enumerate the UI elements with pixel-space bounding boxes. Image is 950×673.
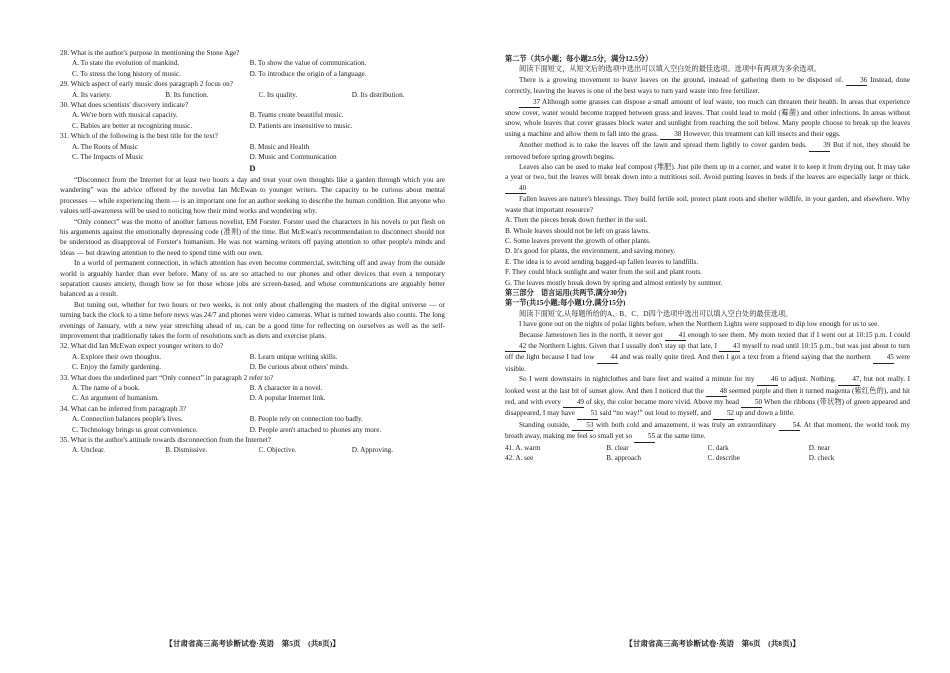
option: D. Approving. (351, 446, 394, 455)
options-34 (60, 414, 445, 435)
option: F. They could block sunlight and water from the soil and plant roots. (505, 268, 702, 277)
options-28 (60, 58, 445, 79)
blank-36: 36 (846, 75, 867, 86)
question-stem-28: 28. What is the author's purpose in mentioning the Stone Age? (60, 49, 240, 57)
option: A. Its variety. (72, 90, 112, 99)
blank-38: 38 (660, 129, 681, 140)
option: C. Some leaves prevent the growth of other plants. (505, 236, 651, 245)
option: D. It's good for plants, the environment, and saving money. (505, 247, 676, 256)
blank-50: 50 (741, 397, 762, 408)
option: D. People aren't attached to phones any more. (249, 425, 382, 434)
blank-45: 45 (873, 352, 894, 363)
blank-52: 52 (713, 408, 734, 419)
passage-paragraph: I have gone out on the nights of polar lights before, when the Northern Lights were supposed to dip low enough for us to see. (519, 320, 880, 329)
question-stem-34: 34. What can be inferred from paragraph 3? (60, 404, 186, 413)
question-stem-33: 33. What does the underlined part “Only connect” in paragraph 2 refer to? (60, 373, 274, 382)
blank-49: 49 (563, 397, 584, 408)
option: B. clear (606, 443, 629, 452)
options-list-36-40 (505, 215, 910, 288)
question-stem-29: 29. Which aspect of early music does paragraph 2 focus on? (60, 80, 233, 89)
options-41 (505, 443, 910, 453)
options-29 (60, 90, 445, 100)
option: B. approach (606, 454, 641, 463)
blank-44: 44 (597, 352, 618, 363)
option: E. The idea is to avoid sending bagged-up fallen leaves to landfills. (505, 257, 699, 266)
option: B. To show the value of communication. (249, 59, 367, 68)
option: B. A character in a novel. (249, 384, 323, 392)
option: B. Whole leaves should not be left on grass lawns. (505, 226, 650, 235)
passage-paragraph: Leaves also can be used to make leaf compost (堆肥). Just pile them up in a corner, and water it to keep it from drying out. It may take a year or two, but the leaves will break down into a nutritious soil. Avoid putting leaves in beds if the leaves are especially large or thick. 40 (505, 162, 910, 194)
question-stem-31: 31. Which of the following is the best title for the text? (60, 132, 218, 141)
option: D. near (808, 443, 830, 452)
option: C. Its quality. (258, 90, 298, 99)
option: C. The Impacts of Music (72, 153, 144, 162)
part-title: 第三部分 语言运用(共两节,满分30分) (505, 288, 627, 297)
section-instruction: 阅读下面短文,从每题所给的A、B、C、D四个选项中选出可以填入空白处的最佳选项。 (519, 309, 793, 318)
blank-54: 54 (779, 420, 800, 431)
options-31 (60, 142, 445, 163)
passage-paragraph: “Only connect” was the motto of another famous novelist, EM Forster. Forster used the characters in his novels to put flesh on his arguments against the emotionally depressing code (准则) of the time. But McEwan's recommendation to disconnect should not be understood as disapproval of Forster's humanism. He was not warning writers off paying attention to other people's minds and ideas — but drawing attention to the need to spend time with our own. (60, 217, 445, 257)
section-title: 第二节（共5小题；每小题2.5分，满分12.5分） (505, 55, 653, 63)
option: B. Learn unique writing skills. (249, 352, 338, 361)
option: 41. A. warm (505, 443, 541, 452)
option: A. To state the evolution of mankind. (72, 59, 180, 68)
passage-paragraph: Fallen leaves are nature's blessings. They build fertile soil, protect plant roots and shelter wildlife, in your garden, and elsewhere. Why waste that important resource? (505, 195, 910, 214)
blank-48: 48 (706, 386, 727, 397)
option: C. Objective. (258, 446, 297, 455)
option: B. People rely on connection too badly. (249, 415, 363, 424)
blank-39: 39 (809, 140, 830, 151)
option: A. We're born with musical capacity. (72, 111, 178, 120)
option: D. A popular Internet link. (249, 394, 326, 403)
option: C. dark (707, 443, 729, 452)
blank-55: 55 (634, 431, 655, 442)
option: 42. A. see (505, 454, 534, 463)
option: B. Music and Health (249, 142, 310, 151)
options-33 (60, 383, 445, 404)
question-stem-35: 35. What is the author's attitude towards disconnection from the Internet? (60, 436, 271, 445)
question-stem-32: 32. What did Ian McEwan expect younger writers to do? (60, 342, 224, 351)
passage-paragraph: 37 Although some grasses can dispose a small amount of leaf waste, too much can threaten their health. In areas that experience snow cover, water would become trapped between grass and leaves. That could lead to mold (霉菌) and other infections. In areas without snow, whole leaves that cover grasses block water and sunlight from reaching the soil below. Many people choose to break up the leaves using a machine and allow them to fall into the grass. 38 However, this treatment can kill insects and their eggs. (505, 97, 910, 141)
option: C. An argument of humanism. (72, 394, 159, 403)
blank-42: 42 (505, 341, 526, 352)
option: D. Its distribution. (351, 90, 405, 99)
option: A. Then the pieces break down further in the soil. (505, 216, 648, 225)
passage-paragraph: So I went downstairs in nightclothes and bare feet and waited a minute for my 46 to adjust. Nothing. 47, but not really. I looked west at the last bit of sunset glow. And then I noticed that the 48 seemed purple and then it turned magenta (紫红色的), and hit red, and with every 49 of sky, the color became more vivid. Above my head 50 When the ribbons (带状物) of green appeared and disappeared, I may have 51 said “no way!” out loud to myself, and 52 up and down a little. (505, 374, 910, 420)
option: D. Be curious about others' minds. (249, 363, 349, 372)
option: C. To stress the long history of music. (72, 69, 181, 78)
question-stem-30: 30. What does scientists' discovery indicate? (60, 101, 189, 110)
section-heading-d: D (249, 163, 256, 174)
options-30 (60, 110, 445, 131)
options-42 (505, 453, 910, 463)
left-column (60, 48, 445, 456)
options-35 (60, 445, 445, 455)
page-footer: 【甘肃省高三高考诊断试卷·英语 第5页 (共8页)】 (165, 639, 340, 648)
option: A. Explore their own thoughts. (72, 352, 162, 361)
page-footer: 【甘肃省高三高考诊断试卷·英语 第6页 (共8页)】 (625, 639, 800, 648)
passage-paragraph: Because Jamestown lies in the north, it never got 41 enough to see them. My mom texted that if I went out at 10:15 p.m. I could 42 the Northern Lights. Given that I usually don't stay up that late, I 43 myself to read until 10:15 p.m., but was just about to turn off the light because I had low 44 and was really quite tired. And then I got a text from a friend saying that the northern 45 were visible. (505, 330, 911, 373)
blank-46: 46 (757, 374, 778, 385)
blank-47: 47 (838, 374, 859, 385)
option: A. Unclear. (72, 446, 105, 455)
options-32 (60, 352, 445, 373)
option: D. To introduce the origin of a language. (249, 69, 367, 78)
passage-paragraph: There is a growing movement to leave leaves on the ground, instead of gathering them to be disposed of. 36 Instead, done correctly, leaving the leaves is one of the best ways to turn yard waste into free fertilizer. (505, 75, 910, 96)
option: D. Patients are insensitive to music. (249, 121, 353, 130)
passage-paragraph: Standing outside, 53 with both cold and amazement, it was truly an extraordinary 54. At that moment, the world took my breath away, making me feel so small yet so 55 at the same time. (505, 420, 910, 443)
section-title: 第一节(共15小题;每小题1分,满分15分) (505, 299, 626, 308)
option: C. Technology brings us great convenience. (72, 425, 198, 434)
option: B. Dismissive. (165, 446, 208, 455)
option: A. The Roots of Music (72, 142, 138, 151)
option: C. describe (707, 454, 740, 463)
right-column (505, 54, 910, 463)
option: B. Its function. (165, 90, 209, 99)
passage-paragraph: “Disconnect from the Internet for at least two hours a day and treat your own thoughts like a garden through which you are wandering” was the advice offered by the novelist Ian McEwan to younger writers. The capacity to be curious about mental processes — while experiencing them — is an important one for an author seeking to describe the human condition. But anyone who values self-awareness will be used to noticing how their mind works and wondering why. (60, 175, 445, 216)
blank-40: 40 (505, 183, 526, 194)
option: G. The leaves mostly break down by spring and almost entirely by summer. (505, 278, 723, 287)
blank-41: 41 (665, 330, 686, 341)
option: D. Music and Communication (249, 153, 337, 162)
option: A. The name of a book. (72, 384, 140, 392)
blank-43: 43 (719, 341, 740, 352)
option: A. Connection balances people's lives. (72, 415, 183, 424)
section-instruction: 阅读下面短文，从短文后的选项中选出可以填入空白处的最佳选项。选项中有两项为多余选项。 (519, 65, 821, 74)
option: C. Enjoy the family gardening. (72, 363, 162, 372)
option: B. Teams create beautiful music. (249, 111, 344, 120)
blank-53: 53 (572, 420, 593, 431)
passage-paragraph: But tuning out, whether for two hours or two weeks, is not only about challenging the masters of the digital universe — or turning back the clock to a time before news was 24/7 and phones were video cameras. What is turned towards also counts. The long evenings of January, with a new year stretching ahead of us, can be a good time for reflecting on ourselves as well as the self-improvement that traditionally takes the form of resolutions such as diets and exercise plans. (60, 300, 445, 340)
blank-37: 37 (519, 97, 540, 108)
option: C. Babies are better at recognizing music. (72, 121, 193, 130)
right-page (475, 0, 950, 673)
passage-paragraph: Another method is to rake the leaves off the lawn and spread them lightly to cover garden beds. 39 But if not, they should be removed before spring growth begins. (505, 141, 910, 161)
option: D. check (808, 454, 835, 463)
blank-51: 51 (577, 408, 598, 419)
passage-paragraph: In a world of permanent connection, in which attention has even become commercial, switching off and away from the outside world is arguably harder than ever before. Many of us are so attached to our phones and other devices that even a temporary separation causes anxiety, though how so for those whose jobs are screen-based, and whose communications are arguably better balanced as a result. (60, 259, 445, 299)
